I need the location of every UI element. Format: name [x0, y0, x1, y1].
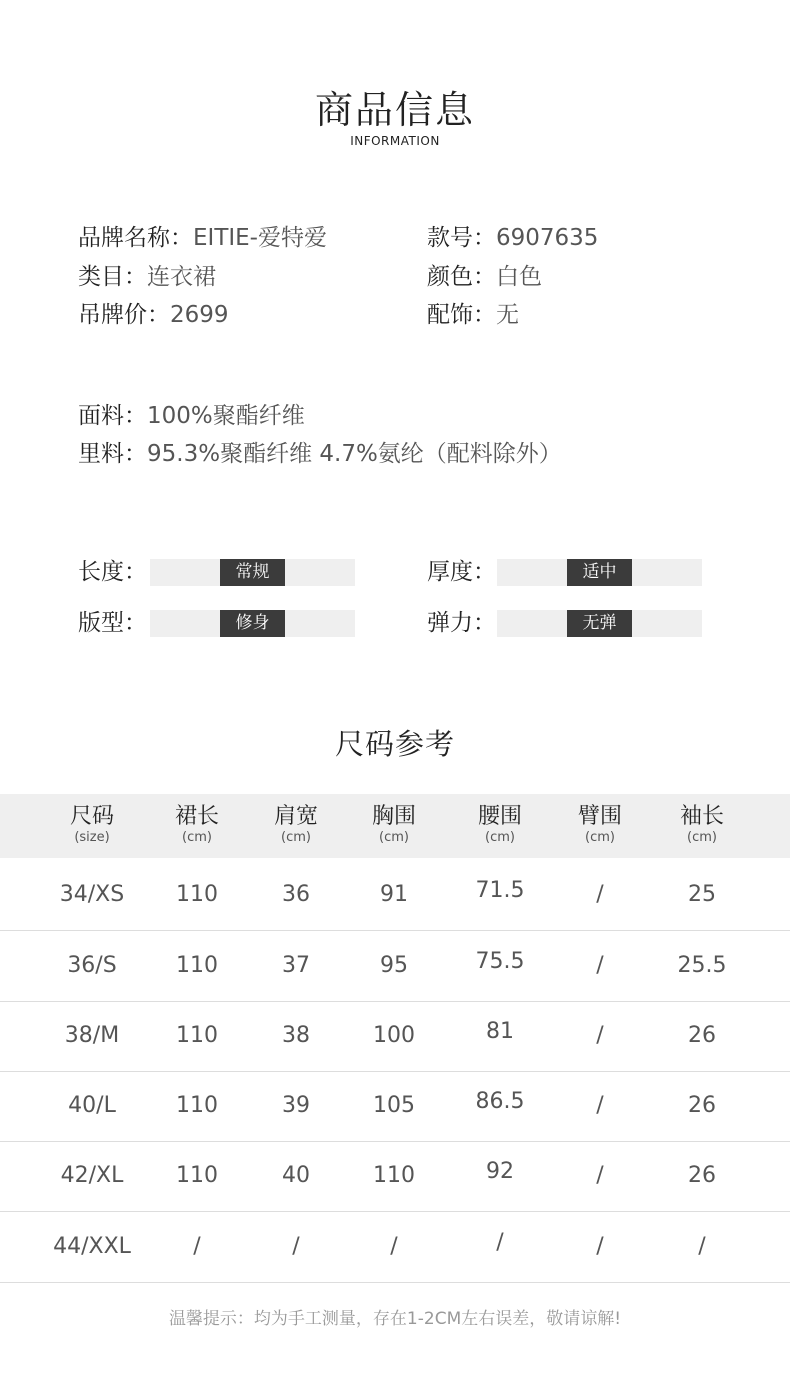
info-price [78, 300, 229, 330]
info-value: 白色 [496, 264, 542, 290]
table-cell: / [193, 1234, 201, 1259]
fabric-label: 面料： [78, 403, 147, 429]
header-unit: (cm) [585, 830, 615, 845]
fabric-label: 里料： [78, 441, 147, 467]
header-cell [142, 804, 252, 846]
table-cell: 110 [176, 1093, 218, 1118]
table-cell: 105 [373, 1093, 415, 1118]
attr-length-label: 长度： [78, 559, 147, 585]
table-cell: 37 [282, 953, 310, 978]
header-name: 胸围 [371, 804, 416, 829]
attr-length-tag: 常规 [220, 559, 285, 586]
table-cell: 40/L [68, 1093, 116, 1118]
info-label: 颜色： [427, 264, 496, 290]
info-value: EITIE-爱特爱 [193, 225, 327, 251]
attr-elasticity-tag: 无弹 [567, 610, 632, 637]
table-cell: 75.5 [475, 949, 525, 974]
header-cell [445, 804, 555, 846]
table-row [0, 1140, 790, 1212]
table-cell: 71.5 [475, 878, 525, 903]
header-name: 裙长 [174, 804, 219, 829]
size-table-header [0, 794, 790, 858]
table-cell: 36 [282, 882, 310, 907]
attr-length-bar [150, 559, 355, 586]
table-cell: 92 [486, 1159, 514, 1184]
header-unit: (size) [74, 830, 110, 845]
table-cell: / [596, 1023, 604, 1048]
table-cell: 91 [380, 882, 408, 907]
table-cell: 39 [282, 1093, 310, 1118]
table-cell: 86.5 [475, 1089, 525, 1114]
fabric-outer [78, 401, 305, 431]
table-cell: 34/XS [59, 882, 125, 907]
table-cell: / [292, 1234, 300, 1259]
table-cell: 25 [688, 882, 716, 907]
table-cell: 110 [176, 1023, 218, 1048]
header-cell [545, 804, 655, 846]
table-cell: / [596, 882, 604, 907]
header-cell [647, 804, 757, 846]
info-value: 6907635 [496, 225, 599, 251]
table-row [0, 1211, 790, 1283]
table-cell: 26 [688, 1163, 716, 1188]
table-row [0, 930, 790, 1002]
header-unit: (cm) [182, 830, 212, 845]
table-cell: 110 [176, 1163, 218, 1188]
header-name: 尺码 [69, 804, 114, 829]
fabric-lining [78, 439, 562, 469]
table-cell: 36/S [67, 953, 117, 978]
header-cell [339, 804, 449, 846]
table-cell: 95 [380, 953, 408, 978]
header-unit: (cm) [379, 830, 409, 845]
table-cell: / [390, 1234, 398, 1259]
table-cell: / [596, 953, 604, 978]
info-label: 吊牌价： [78, 302, 170, 328]
table-cell: / [496, 1230, 504, 1255]
attr-elasticity-bar [497, 610, 702, 637]
table-cell: 110 [176, 882, 218, 907]
table-cell: 42/XL [60, 1163, 124, 1188]
table-cell: / [698, 1234, 706, 1259]
attr-thickness-tag: 适中 [567, 559, 632, 586]
header-unit: (cm) [485, 830, 515, 845]
header-cell [241, 804, 351, 846]
info-value: 连衣裙 [147, 264, 216, 290]
table-cell: 26 [688, 1023, 716, 1048]
table-row [0, 1000, 790, 1072]
attr-thickness-bar [497, 559, 702, 586]
table-cell: 81 [486, 1019, 514, 1044]
page-subtitle: INFORMATION [350, 134, 440, 148]
info-label: 品牌名称： [78, 225, 193, 251]
table-row [0, 1070, 790, 1142]
header-cell [37, 804, 147, 846]
table-cell: 110 [373, 1163, 415, 1188]
info-value: 无 [496, 302, 519, 328]
table-cell: / [596, 1093, 604, 1118]
info-accessories [427, 300, 519, 330]
table-cell: 44/XXL [53, 1234, 131, 1259]
info-style-number [427, 223, 598, 253]
info-label: 配饰： [427, 302, 496, 328]
info-value: 2699 [170, 302, 229, 328]
table-cell: / [596, 1163, 604, 1188]
header-name: 臂围 [577, 804, 622, 829]
header-name: 袖长 [679, 804, 724, 829]
table-row [0, 859, 790, 931]
measurement-note: 温馨提示：均为手工测量，存在1-2CM左右误差，敬请谅解! [168, 1309, 622, 1329]
table-cell: 40 [282, 1163, 310, 1188]
header-unit: (cm) [281, 830, 311, 845]
page-title: 商品信息 [314, 88, 475, 132]
table-cell: 25.5 [677, 953, 727, 978]
attr-elasticity-label: 弹力： [427, 610, 496, 636]
fabric-value: 100%聚酯纤维 [147, 403, 305, 429]
info-brand [78, 223, 327, 253]
header-unit: (cm) [687, 830, 717, 845]
table-cell: 38/M [64, 1023, 120, 1048]
info-color [427, 262, 542, 292]
table-cell: 110 [176, 953, 218, 978]
table-cell: / [596, 1234, 604, 1259]
info-label: 款号： [427, 225, 496, 251]
info-category [78, 262, 216, 292]
table-cell: 100 [373, 1023, 415, 1048]
table-cell: 26 [688, 1093, 716, 1118]
attr-fit-bar [150, 610, 355, 637]
attr-thickness-label: 厚度： [427, 559, 496, 585]
header-name: 腰围 [477, 804, 522, 829]
fabric-value: 95.3%聚酯纤维 4.7%氨纶（配料除外） [147, 441, 562, 467]
header-name: 肩宽 [273, 804, 318, 829]
attr-fit-tag: 修身 [220, 610, 285, 637]
size-chart-title: 尺码参考 [334, 727, 455, 761]
info-label: 类目： [78, 264, 147, 290]
attr-fit-label: 版型： [78, 610, 147, 636]
table-cell: 38 [282, 1023, 310, 1048]
